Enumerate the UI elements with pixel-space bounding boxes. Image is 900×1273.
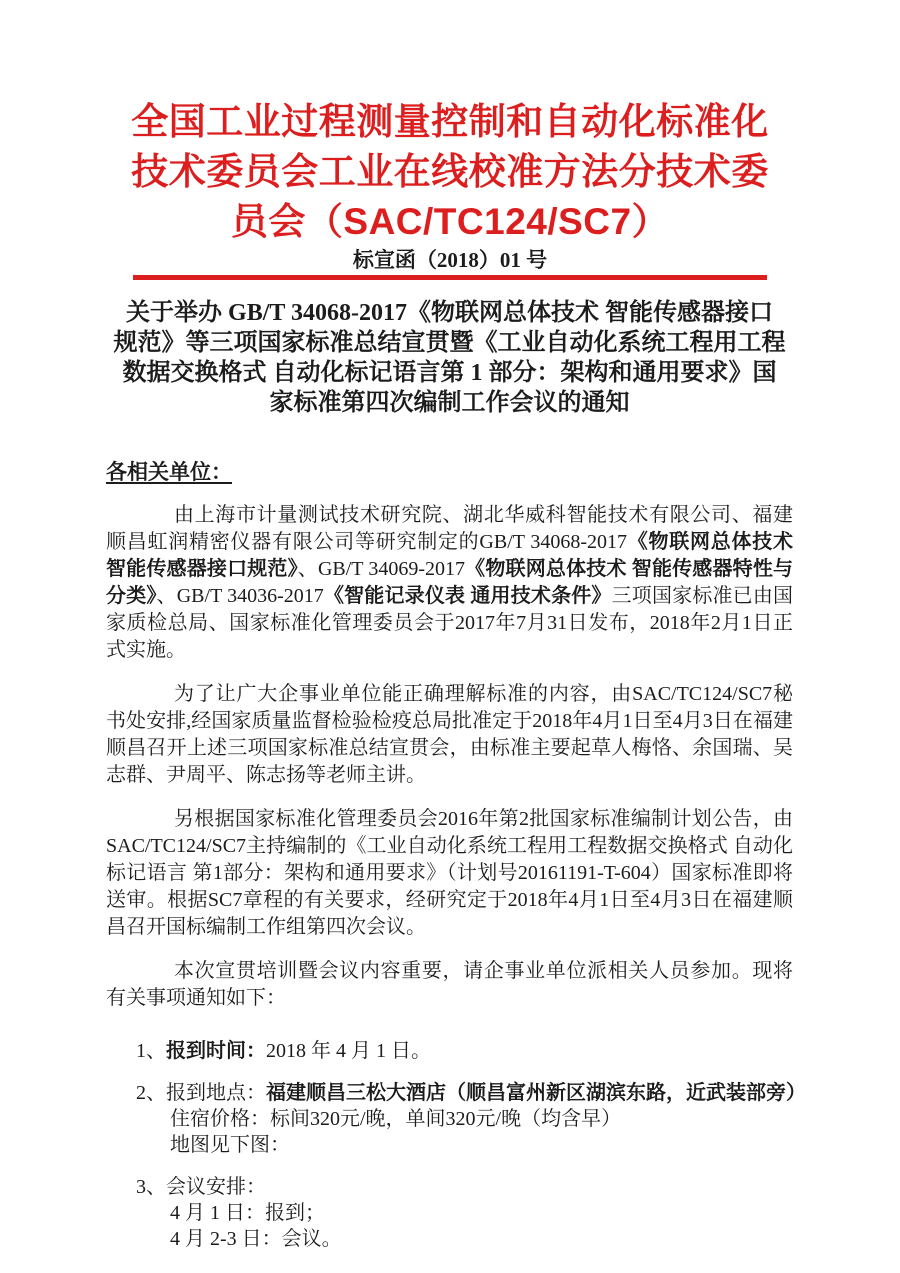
notice-items	[106, 1038, 806, 1252]
doc-title	[0, 97, 900, 247]
text-run: 为了让广大企事业单位能正确理解标准的内容，由SAC/TC124/SC7秘书处安排,经国家质量监督检验检疫总局批准定于2018年4月1日至4月3日在福建顺昌召开上述三项国家标准总结宣贯会，由标准主要起草人梅恪、余国瑞、吴志群、尹周平、陈志扬等老师主讲。	[106, 683, 793, 786]
notice-heading-line: 数据交换格式 自动化标记语言第 1 部分：架构和通用要求》国	[122, 360, 777, 386]
notice-item-line	[136, 1200, 793, 1226]
text-run: 《智能记录仪表 通用技术条件》	[323, 585, 612, 607]
body-paragraphs	[106, 502, 793, 1012]
text-run: 《物联网总体技术 智能传感器特性与分类》	[106, 558, 794, 607]
notice-heading-line: 规范》等三项国家标准总结宣贯暨《工业自动化系统工程用工程	[113, 330, 786, 356]
text-run: 4 月 2-3 日：会议。	[170, 1228, 342, 1250]
notice-heading-line: 关于举办 GB/T 34068-2017《物联网总体技术 智能传感器接口	[126, 300, 773, 326]
notice-item-line	[136, 1174, 793, 1200]
notice-item	[106, 1038, 793, 1064]
text-run: 2、报到地点：	[136, 1082, 266, 1104]
text-run: 1、	[136, 1040, 166, 1062]
paragraph	[106, 958, 793, 1012]
text-run: 本次宣贯培训暨会议内容重要，请企事业单位派相关人员参加。现将有关事项通知如下：	[106, 960, 793, 1009]
text-run: 地图见下图：	[170, 1134, 290, 1156]
text-run: 报到时间：	[166, 1040, 266, 1062]
notice-item	[106, 1080, 806, 1158]
notice-item-line	[136, 1038, 793, 1064]
notice-item-line	[136, 1132, 793, 1158]
notice-item	[106, 1174, 793, 1252]
text-run: 2018 年 4 月 1 日。	[266, 1040, 431, 1062]
salutation: 各相关单位：	[106, 460, 232, 484]
text-run: 《物联网总体技术 智能传感器接口规范》	[106, 531, 793, 580]
paragraph	[106, 806, 793, 941]
text-run: 、GB/T 34036-2017	[156, 585, 324, 607]
text-run: 由上海市计量测试技术研究院、湖北华威科智能技术有限公司、福建顺昌虹润精密仪器有限公司等研究制定的GB/T 34068-2017	[106, 504, 793, 553]
text-run: 3、会议安排：	[136, 1176, 266, 1198]
doc-title-line: 技术委员会工业在线校准方法分技术委	[131, 151, 769, 192]
doc-number: 标宣函（2018）01 号	[352, 248, 548, 272]
text-run: 福建顺昌三松大酒店（顺昌富州新区湖滨东路，近武装部旁）	[266, 1082, 806, 1104]
doc-title-line: 全国工业过程测量控制和自动化标准化	[131, 101, 769, 142]
document-content	[0, 298, 900, 1252]
text-run: 另根据国家标准化管理委员会2016年第2批国家标准编制计划公告，由SAC/TC124/SC7主持编制的《工业自动化系统工程用工程数据交换格式 自动化标记语言 第1部分：架构和通用要求》（计划号20161191-T-604）国家标准即将送审。根据SC7章程的有关要求，经研究定于2018年4月1日至4月3日在福建顺昌召开国标编制工作组第四次会议。	[106, 808, 793, 938]
text-run: 4 月 1 日：报到；	[170, 1202, 325, 1224]
paragraph	[106, 681, 793, 789]
text-run: 三项国家标准已由国家质检总局、国家标准化管理委员会于2017年7月31日发布，2018年2月1日正式实施。	[106, 585, 794, 661]
notice-item-line	[136, 1226, 793, 1252]
notice-item-line	[136, 1080, 806, 1106]
doc-title-line: 员会（SAC/TC124/SC7）	[230, 201, 670, 242]
document-header	[0, 0, 900, 280]
red-divider-line	[133, 275, 767, 280]
paragraph	[106, 502, 793, 664]
notice-heading	[106, 298, 793, 418]
notice-heading-line: 家标准第四次编制工作会议的通知	[269, 390, 630, 416]
text-run: 住宿价格：标间320元/晚，单间320元/晚（均含早）	[170, 1108, 622, 1130]
text-run: 、GB/T 34069-2017	[297, 558, 465, 580]
notice-item-line	[136, 1106, 793, 1132]
